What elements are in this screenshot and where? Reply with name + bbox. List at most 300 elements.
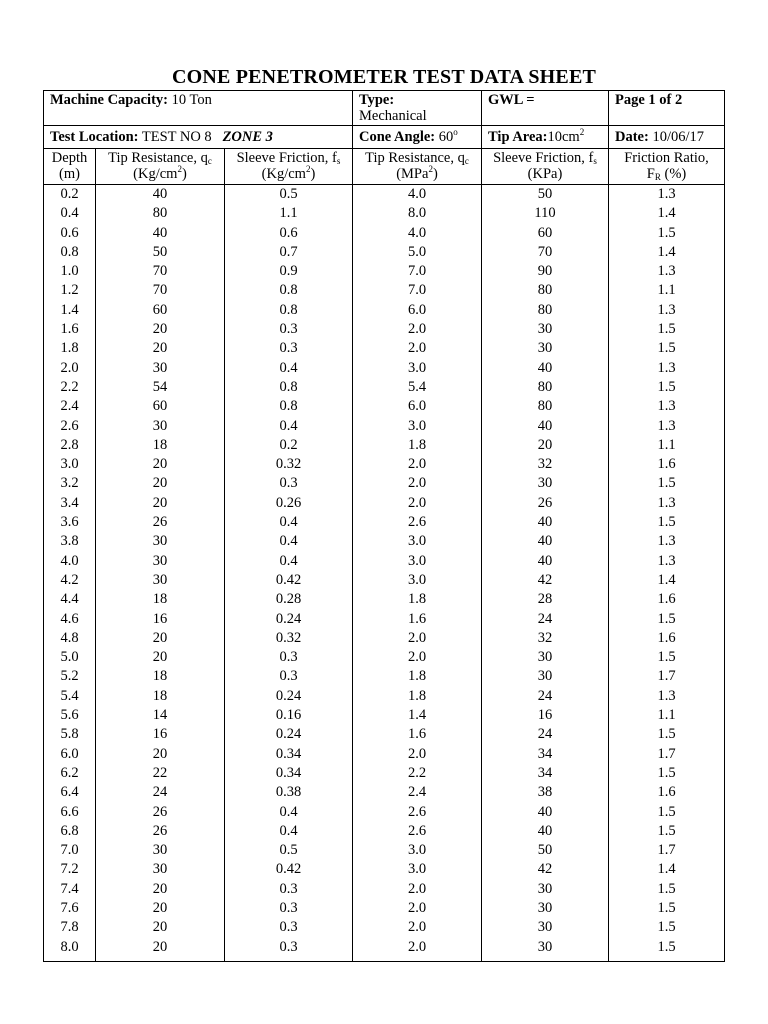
cell-tip-resistance-mpa: 3.0 <box>353 860 482 879</box>
table-row <box>44 339 725 358</box>
cell-tip-resistance-mpa: 2.0 <box>353 745 482 764</box>
cell-depth: 2.6 <box>44 417 96 436</box>
cell-friction-ratio: 1.1 <box>609 706 725 725</box>
cell-tip-resistance-mpa: 6.0 <box>353 301 482 320</box>
cell-sleeve-friction-kg: 0.3 <box>225 474 353 493</box>
cell-tip-resistance-kg: 80 <box>96 204 225 223</box>
table-row <box>44 262 725 281</box>
cell-sleeve-friction-kpa: 90 <box>482 262 609 281</box>
cell-depth: 7.6 <box>44 899 96 918</box>
cell-tip-resistance-kg: 20 <box>96 339 225 358</box>
cell-depth: 6.4 <box>44 783 96 802</box>
cell-friction-ratio: 1.5 <box>609 822 725 841</box>
cell-depth: 6.6 <box>44 803 96 822</box>
column-header-friction-ratio: Friction Ratio, $F_R$ (%) <box>609 149 725 185</box>
cone-angle-value: 60 <box>438 129 454 145</box>
cell-sleeve-friction-kpa: 60 <box>482 224 609 243</box>
tip-area-value: 10cm <box>547 129 580 145</box>
cell-friction-ratio: 1.5 <box>609 378 725 397</box>
cell-tip-resistance-kg: 20 <box>96 918 225 937</box>
cell-tip-resistance-mpa: 1.6 <box>353 725 482 744</box>
cell-sleeve-friction-kpa: 40 <box>482 417 609 436</box>
cell-tip-resistance-kg: 20 <box>96 880 225 899</box>
cell-tip-resistance-kg: 20 <box>96 320 225 339</box>
cell-tip-resistance-mpa: 1.8 <box>353 436 482 455</box>
cell-tip-resistance-mpa: 4.0 <box>353 185 482 205</box>
cell-depth: 4.8 <box>44 629 96 648</box>
cell-tip-resistance-kg: 26 <box>96 822 225 841</box>
cell-friction-ratio: 1.3 <box>609 185 725 205</box>
cell-depth: 1.8 <box>44 339 96 358</box>
cell-sleeve-friction-kg: 0.3 <box>225 339 353 358</box>
column-header-row <box>44 149 725 185</box>
cell-friction-ratio: 1.3 <box>609 552 725 571</box>
cell-tip-resistance-mpa: 3.0 <box>353 532 482 551</box>
cell-tip-resistance-kg: 18 <box>96 436 225 455</box>
cell-tip-resistance-mpa: 3.0 <box>353 841 482 860</box>
table-row <box>44 822 725 841</box>
cell-sleeve-friction-kg: 0.32 <box>225 455 353 474</box>
table-row <box>44 841 725 860</box>
cell-tip-resistance-mpa: 1.8 <box>353 590 482 609</box>
table-row <box>44 938 725 962</box>
test-location-cell <box>44 126 353 149</box>
cell-sleeve-friction-kpa: 30 <box>482 899 609 918</box>
header-row-1 <box>44 91 725 126</box>
cell-tip-resistance-kg: 30 <box>96 359 225 378</box>
cell-sleeve-friction-kg: 0.3 <box>225 648 353 667</box>
cell-depth: 5.6 <box>44 706 96 725</box>
cell-tip-resistance-mpa: 4.0 <box>353 224 482 243</box>
cell-tip-resistance-mpa: 2.0 <box>353 629 482 648</box>
cell-depth: 7.2 <box>44 860 96 879</box>
cell-tip-resistance-kg: 40 <box>96 185 225 205</box>
table-row <box>44 764 725 783</box>
cell-sleeve-friction-kg: 0.7 <box>225 243 353 262</box>
cell-tip-resistance-kg: 16 <box>96 725 225 744</box>
cell-friction-ratio: 1.6 <box>609 629 725 648</box>
cell-tip-resistance-mpa: 3.0 <box>353 359 482 378</box>
cell-tip-resistance-mpa: 2.6 <box>353 513 482 532</box>
cell-tip-resistance-mpa: 5.0 <box>353 243 482 262</box>
cell-tip-resistance-mpa: 1.6 <box>353 610 482 629</box>
cell-sleeve-friction-kpa: 80 <box>482 397 609 416</box>
cell-depth: 4.6 <box>44 610 96 629</box>
cell-sleeve-friction-kpa: 40 <box>482 532 609 551</box>
cell-friction-ratio: 1.3 <box>609 494 725 513</box>
cell-sleeve-friction-kg: 0.34 <box>225 745 353 764</box>
cell-sleeve-friction-kpa: 30 <box>482 339 609 358</box>
cell-sleeve-friction-kpa: 26 <box>482 494 609 513</box>
cell-tip-resistance-kg: 22 <box>96 764 225 783</box>
cell-sleeve-friction-kg: 0.8 <box>225 281 353 300</box>
machine-capacity-label: Machine Capacity: <box>50 92 168 108</box>
table-row <box>44 687 725 706</box>
cell-sleeve-friction-kg: 0.34 <box>225 764 353 783</box>
test-location-value: TEST NO 8 <box>141 129 212 145</box>
cell-sleeve-friction-kpa: 32 <box>482 455 609 474</box>
cell-sleeve-friction-kg: 0.42 <box>225 571 353 590</box>
cell-sleeve-friction-kg: 0.3 <box>225 880 353 899</box>
cell-friction-ratio: 1.5 <box>609 899 725 918</box>
tip-area-label: Tip Area: <box>488 129 548 145</box>
table-row <box>44 610 725 629</box>
type-label: Type: <box>359 92 395 108</box>
cell-friction-ratio: 1.3 <box>609 532 725 551</box>
cell-sleeve-friction-kg: 0.3 <box>225 918 353 937</box>
cell-sleeve-friction-kpa: 30 <box>482 320 609 339</box>
table-row <box>44 629 725 648</box>
table-row <box>44 281 725 300</box>
type-value: Mechanical <box>359 108 427 124</box>
gwl-label: GWL = <box>488 92 535 108</box>
column-header-sleeve-friction-kpa: Sleeve Friction, $f_s$ (KPa) <box>482 149 609 185</box>
cell-sleeve-friction-kg: 0.8 <box>225 301 353 320</box>
cell-sleeve-friction-kg: 0.32 <box>225 629 353 648</box>
cell-depth: 1.4 <box>44 301 96 320</box>
cell-sleeve-friction-kg: 0.3 <box>225 938 353 962</box>
cell-sleeve-friction-kpa: 40 <box>482 513 609 532</box>
table-row <box>44 532 725 551</box>
cell-tip-resistance-mpa: 7.0 <box>353 281 482 300</box>
cell-tip-resistance-kg: 20 <box>96 745 225 764</box>
table-row <box>44 590 725 609</box>
cell-depth: 3.4 <box>44 494 96 513</box>
cell-sleeve-friction-kg: 0.4 <box>225 532 353 551</box>
cell-friction-ratio: 1.6 <box>609 455 725 474</box>
cpt-data-table <box>43 90 725 962</box>
cell-sleeve-friction-kpa: 80 <box>482 281 609 300</box>
cell-tip-resistance-kg: 20 <box>96 474 225 493</box>
cell-depth: 1.6 <box>44 320 96 339</box>
cell-depth: 6.2 <box>44 764 96 783</box>
cell-sleeve-friction-kpa: 30 <box>482 474 609 493</box>
cell-depth: 7.0 <box>44 841 96 860</box>
cell-friction-ratio: 1.6 <box>609 590 725 609</box>
column-header-tip-resistance-kg: Tip Resistance, $q_c$ $(Kg/cm^2)$ <box>96 149 225 185</box>
cell-tip-resistance-mpa: 2.0 <box>353 455 482 474</box>
cell-tip-resistance-kg: 60 <box>96 301 225 320</box>
column-header-tip-resistance-mpa: Tip Resistance, $q_c$ (MPa$^2$) <box>353 149 482 185</box>
cell-friction-ratio: 1.5 <box>609 224 725 243</box>
cell-sleeve-friction-kg: 0.28 <box>225 590 353 609</box>
date-label: Date: <box>615 129 649 145</box>
cell-friction-ratio: 1.5 <box>609 880 725 899</box>
cell-tip-resistance-mpa: 1.8 <box>353 687 482 706</box>
cell-sleeve-friction-kpa: 30 <box>482 648 609 667</box>
cell-tip-resistance-kg: 20 <box>96 648 225 667</box>
cell-friction-ratio: 1.5 <box>609 610 725 629</box>
cell-depth: 4.4 <box>44 590 96 609</box>
cell-sleeve-friction-kg: 0.4 <box>225 513 353 532</box>
table-row <box>44 725 725 744</box>
cell-tip-resistance-mpa: 2.0 <box>353 648 482 667</box>
cell-friction-ratio: 1.5 <box>609 918 725 937</box>
cell-sleeve-friction-kpa: 42 <box>482 860 609 879</box>
cell-tip-resistance-mpa: 6.0 <box>353 397 482 416</box>
table-row <box>44 474 725 493</box>
cell-tip-resistance-mpa: 2.6 <box>353 803 482 822</box>
cell-tip-resistance-kg: 30 <box>96 417 225 436</box>
cell-depth: 5.8 <box>44 725 96 744</box>
table-row <box>44 552 725 571</box>
cell-tip-resistance-mpa: 2.0 <box>353 918 482 937</box>
cell-sleeve-friction-kpa: 24 <box>482 725 609 744</box>
cell-friction-ratio: 1.1 <box>609 436 725 455</box>
cell-tip-resistance-mpa: 2.4 <box>353 783 482 802</box>
cell-tip-resistance-mpa: 1.4 <box>353 706 482 725</box>
cell-depth: 6.8 <box>44 822 96 841</box>
cell-sleeve-friction-kpa: 30 <box>482 918 609 937</box>
cell-tip-resistance-mpa: 3.0 <box>353 571 482 590</box>
cell-tip-resistance-kg: 18 <box>96 667 225 686</box>
table-row <box>44 243 725 262</box>
cell-friction-ratio: 1.4 <box>609 571 725 590</box>
cell-friction-ratio: 1.3 <box>609 301 725 320</box>
cell-sleeve-friction-kpa: 40 <box>482 359 609 378</box>
table-row <box>44 436 725 455</box>
cell-tip-resistance-kg: 40 <box>96 224 225 243</box>
cell-tip-resistance-mpa: 3.0 <box>353 417 482 436</box>
table-row <box>44 494 725 513</box>
cell-sleeve-friction-kpa: 42 <box>482 571 609 590</box>
cell-depth: 5.2 <box>44 667 96 686</box>
cell-depth: 0.4 <box>44 204 96 223</box>
cell-depth: 6.0 <box>44 745 96 764</box>
cell-friction-ratio: 1.5 <box>609 938 725 962</box>
table-row <box>44 918 725 937</box>
cell-sleeve-friction-kg: 0.16 <box>225 706 353 725</box>
table-row <box>44 204 725 223</box>
cell-sleeve-friction-kpa: 34 <box>482 764 609 783</box>
table-row <box>44 320 725 339</box>
cell-depth: 7.4 <box>44 880 96 899</box>
cell-sleeve-friction-kg: 0.4 <box>225 803 353 822</box>
tip-area-exponent: 2 <box>579 127 585 137</box>
cell-tip-resistance-kg: 30 <box>96 552 225 571</box>
table-row <box>44 378 725 397</box>
table-row <box>44 880 725 899</box>
cell-tip-resistance-kg: 20 <box>96 455 225 474</box>
cell-depth: 7.8 <box>44 918 96 937</box>
cell-friction-ratio: 1.7 <box>609 745 725 764</box>
table-row <box>44 185 725 205</box>
table-row <box>44 648 725 667</box>
cell-tip-resistance-kg: 20 <box>96 494 225 513</box>
cell-sleeve-friction-kpa: 24 <box>482 687 609 706</box>
cell-friction-ratio: 1.5 <box>609 803 725 822</box>
cell-tip-resistance-kg: 20 <box>96 938 225 962</box>
cell-sleeve-friction-kpa: 40 <box>482 822 609 841</box>
table-row <box>44 667 725 686</box>
date-cell <box>609 126 725 149</box>
cell-sleeve-friction-kg: 0.26 <box>225 494 353 513</box>
table-row <box>44 455 725 474</box>
cell-friction-ratio: 1.5 <box>609 339 725 358</box>
cell-sleeve-friction-kpa: 30 <box>482 880 609 899</box>
cell-tip-resistance-mpa: 2.0 <box>353 880 482 899</box>
column-header-sleeve-friction-kg: Sleeve Friction, $f_s$ $(Kg/cm^2)$ <box>225 149 353 185</box>
cell-sleeve-friction-kpa: 80 <box>482 301 609 320</box>
cell-friction-ratio: 1.5 <box>609 513 725 532</box>
cell-sleeve-friction-kpa: 16 <box>482 706 609 725</box>
cell-tip-resistance-kg: 18 <box>96 590 225 609</box>
cell-sleeve-friction-kg: 0.6 <box>225 224 353 243</box>
cell-sleeve-friction-kpa: 34 <box>482 745 609 764</box>
cell-sleeve-friction-kpa: 80 <box>482 378 609 397</box>
cell-friction-ratio: 1.7 <box>609 667 725 686</box>
cell-friction-ratio: 1.4 <box>609 243 725 262</box>
cell-friction-ratio: 1.4 <box>609 860 725 879</box>
cell-sleeve-friction-kg: 0.42 <box>225 860 353 879</box>
cell-tip-resistance-mpa: 7.0 <box>353 262 482 281</box>
table-row <box>44 899 725 918</box>
cell-depth: 8.0 <box>44 938 96 962</box>
cell-depth: 3.0 <box>44 455 96 474</box>
type-cell <box>353 91 482 126</box>
cell-tip-resistance-kg: 30 <box>96 532 225 551</box>
cell-tip-resistance-mpa: 2.2 <box>353 764 482 783</box>
cell-sleeve-friction-kg: 0.24 <box>225 687 353 706</box>
cell-depth: 4.2 <box>44 571 96 590</box>
cell-depth: 5.0 <box>44 648 96 667</box>
cell-tip-resistance-mpa: 2.0 <box>353 938 482 962</box>
cone-angle-label: Cone Angle: <box>359 129 436 145</box>
machine-capacity-value: 10 Ton <box>171 92 212 108</box>
cell-friction-ratio: 1.5 <box>609 474 725 493</box>
cell-tip-resistance-kg: 30 <box>96 571 225 590</box>
cell-sleeve-friction-kpa: 50 <box>482 841 609 860</box>
table-row <box>44 359 725 378</box>
cell-tip-resistance-kg: 30 <box>96 860 225 879</box>
cell-tip-resistance-mpa: 2.0 <box>353 899 482 918</box>
column-header-depth: Depth (m) <box>44 149 96 185</box>
cell-sleeve-friction-kpa: 38 <box>482 783 609 802</box>
cell-sleeve-friction-kg: 0.4 <box>225 359 353 378</box>
tip-area-cell <box>482 126 609 149</box>
cell-sleeve-friction-kpa: 40 <box>482 552 609 571</box>
cell-sleeve-friction-kpa: 32 <box>482 629 609 648</box>
gwl-cell <box>482 91 609 126</box>
cell-sleeve-friction-kpa: 20 <box>482 436 609 455</box>
cell-friction-ratio: 1.5 <box>609 648 725 667</box>
cell-sleeve-friction-kg: 0.4 <box>225 552 353 571</box>
table-row <box>44 803 725 822</box>
cell-sleeve-friction-kpa: 70 <box>482 243 609 262</box>
cell-friction-ratio: 1.5 <box>609 764 725 783</box>
cell-friction-ratio: 1.3 <box>609 397 725 416</box>
cell-sleeve-friction-kg: 0.38 <box>225 783 353 802</box>
cell-tip-resistance-kg: 50 <box>96 243 225 262</box>
cell-tip-resistance-kg: 20 <box>96 899 225 918</box>
cell-depth: 5.4 <box>44 687 96 706</box>
table-row <box>44 571 725 590</box>
cell-sleeve-friction-kg: 0.24 <box>225 610 353 629</box>
cell-tip-resistance-kg: 70 <box>96 262 225 281</box>
cell-depth: 1.2 <box>44 281 96 300</box>
cell-depth: 4.0 <box>44 552 96 571</box>
table-row <box>44 301 725 320</box>
cell-tip-resistance-mpa: 1.8 <box>353 667 482 686</box>
cell-sleeve-friction-kg: 0.2 <box>225 436 353 455</box>
cell-sleeve-friction-kpa: 30 <box>482 938 609 962</box>
cell-tip-resistance-kg: 30 <box>96 841 225 860</box>
cell-sleeve-friction-kpa: 50 <box>482 185 609 205</box>
cell-friction-ratio: 1.3 <box>609 359 725 378</box>
page-indicator: Page 1 of 2 <box>615 92 683 108</box>
cell-friction-ratio: 1.3 <box>609 417 725 436</box>
cell-sleeve-friction-kg: 0.5 <box>225 841 353 860</box>
cell-sleeve-friction-kg: 0.3 <box>225 667 353 686</box>
cell-tip-resistance-kg: 26 <box>96 513 225 532</box>
cell-tip-resistance-mpa: 2.0 <box>353 474 482 493</box>
cell-sleeve-friction-kpa: 24 <box>482 610 609 629</box>
cell-friction-ratio: 1.5 <box>609 320 725 339</box>
cell-depth: 0.6 <box>44 224 96 243</box>
cell-depth: 2.2 <box>44 378 96 397</box>
cell-depth: 1.0 <box>44 262 96 281</box>
cell-friction-ratio: 1.5 <box>609 725 725 744</box>
cell-sleeve-friction-kg: 0.5 <box>225 185 353 205</box>
cell-sleeve-friction-kg: 0.9 <box>225 262 353 281</box>
cell-tip-resistance-mpa: 2.0 <box>353 494 482 513</box>
cell-sleeve-friction-kg: 0.8 <box>225 378 353 397</box>
cell-tip-resistance-kg: 16 <box>96 610 225 629</box>
cell-sleeve-friction-kg: 0.24 <box>225 725 353 744</box>
cell-sleeve-friction-kpa: 110 <box>482 204 609 223</box>
table-row <box>44 706 725 725</box>
table-row <box>44 224 725 243</box>
cell-depth: 2.8 <box>44 436 96 455</box>
cell-tip-resistance-mpa: 2.0 <box>353 339 482 358</box>
cell-tip-resistance-kg: 24 <box>96 783 225 802</box>
table-row <box>44 745 725 764</box>
cell-depth: 0.8 <box>44 243 96 262</box>
cell-tip-resistance-kg: 26 <box>96 803 225 822</box>
table-row <box>44 513 725 532</box>
cell-depth: 3.8 <box>44 532 96 551</box>
cell-tip-resistance-mpa: 8.0 <box>353 204 482 223</box>
cell-tip-resistance-kg: 18 <box>96 687 225 706</box>
cell-friction-ratio: 1.3 <box>609 687 725 706</box>
cell-tip-resistance-kg: 20 <box>96 629 225 648</box>
page-cell <box>609 91 725 126</box>
cell-tip-resistance-mpa: 2.0 <box>353 320 482 339</box>
cell-tip-resistance-kg: 14 <box>96 706 225 725</box>
cell-sleeve-friction-kpa: 30 <box>482 667 609 686</box>
test-location-label: Test Location: <box>50 129 139 145</box>
cell-tip-resistance-kg: 54 <box>96 378 225 397</box>
cell-depth: 3.6 <box>44 513 96 532</box>
cell-sleeve-friction-kpa: 40 <box>482 803 609 822</box>
cell-sleeve-friction-kg: 1.1 <box>225 204 353 223</box>
cell-tip-resistance-mpa: 3.0 <box>353 552 482 571</box>
cell-sleeve-friction-kg: 0.3 <box>225 320 353 339</box>
cell-sleeve-friction-kg: 0.8 <box>225 397 353 416</box>
cell-depth: 0.2 <box>44 185 96 205</box>
cell-tip-resistance-kg: 60 <box>96 397 225 416</box>
cell-friction-ratio: 1.3 <box>609 262 725 281</box>
table-row <box>44 783 725 802</box>
cell-depth: 3.2 <box>44 474 96 493</box>
cell-tip-resistance-mpa: 5.4 <box>353 378 482 397</box>
machine-capacity-cell <box>44 91 353 126</box>
table-row <box>44 417 725 436</box>
date-value: 10/06/17 <box>652 129 705 145</box>
zone-label: ZONE 3 <box>222 129 273 145</box>
cone-angle-cell <box>353 126 482 149</box>
data-rows <box>44 185 725 962</box>
